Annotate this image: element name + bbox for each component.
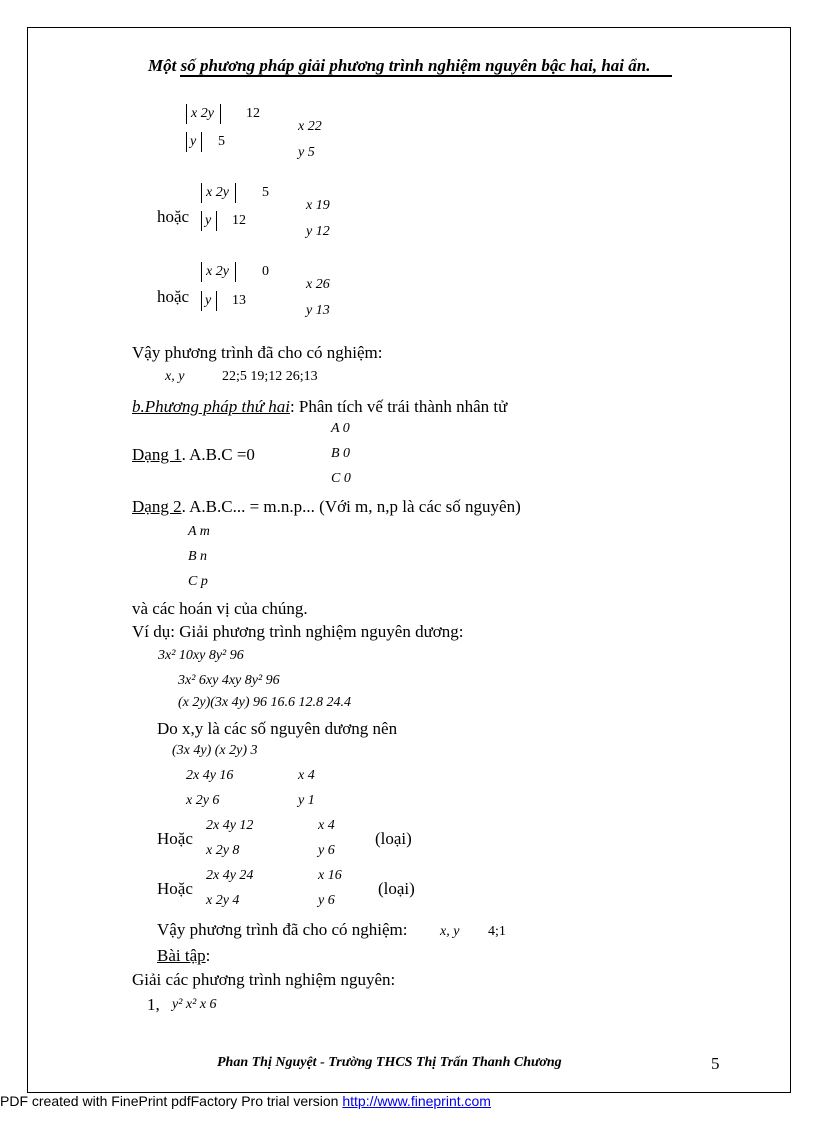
sys3-l2: x 2y 4 <box>206 893 240 908</box>
case1-rhs2: 5 <box>218 134 225 149</box>
pdf-note-text: PDF created with FinePrint pdfFactory Pro trial version <box>0 1093 343 1109</box>
method2-line <box>132 397 507 417</box>
case1-sol-y: y 5 <box>298 145 315 160</box>
abs-bar <box>235 262 236 282</box>
solution-1-val: 22;5 19;12 26;13 <box>222 369 318 384</box>
case2-sol-x: x 19 <box>306 198 330 213</box>
case3-rhs2: 13 <box>232 293 246 308</box>
exercise-colon: : <box>205 946 211 965</box>
case2-prefix: hoặc <box>157 207 190 226</box>
case3-sol-y: y 13 <box>306 303 330 318</box>
page-title: Một số phương pháp giải phương trình nghiệm nguyên bậc hai, hai ẩn. <box>148 56 651 75</box>
case3-rhs1: 0 <box>262 264 269 279</box>
exercise-1-num: 1, <box>147 995 160 1014</box>
page-frame <box>27 27 791 1093</box>
sys1-r2: y 1 <box>298 793 315 808</box>
solution-2-val: 4;1 <box>488 924 506 939</box>
dang2-line <box>132 497 521 517</box>
sys1-r1: x 4 <box>298 768 315 783</box>
case3-prefix: hoặc <box>157 287 190 306</box>
sys2-prefix: Hoặc <box>157 829 193 848</box>
eq-3: (x 2y)(3x 4y) 96 16.6 12.8 24.4 <box>178 695 352 710</box>
case1-sol-x: x 22 <box>298 119 322 134</box>
method2-label: b.Phương pháp thứ hai <box>132 397 290 416</box>
conclusion-1: Vậy phương trình đã cho có nghiệm: <box>132 343 383 362</box>
sys1-l2: x 2y 6 <box>186 793 220 808</box>
dang1-sys-b: B 0 <box>331 446 351 461</box>
exercise-1-eq: y² x² x 6 <box>172 997 217 1012</box>
title-underline <box>180 75 672 77</box>
exercise-label: Bài tập <box>157 946 206 965</box>
abs-bar <box>201 132 202 152</box>
case1-lhs1: x 2y <box>191 106 214 121</box>
abs-bar <box>201 291 202 311</box>
abs-bar <box>201 211 202 231</box>
page-footer: Phan Thị Nguyệt - Trường THCS Thị Trấn Thanh Chương <box>217 1055 562 1070</box>
sys2-l2: x 2y 8 <box>206 843 240 858</box>
dang2-sys-b: B n <box>188 549 208 564</box>
page-number: 5 <box>711 1054 720 1073</box>
eq-1: 3x² 10xy 8y² 96 <box>158 648 244 663</box>
abs-bar <box>216 291 217 311</box>
abs-bar <box>220 104 221 124</box>
fineprint-link[interactable]: http://www.fineprint.com <box>342 1093 491 1109</box>
sys2-r1: x 4 <box>318 818 335 833</box>
dang2-label: Dạng 2 <box>132 497 182 516</box>
exercise-text: Giải các phương trình nghiệm nguyên: <box>132 970 396 989</box>
method2-text: : Phân tích vế trái thành nhân tử <box>289 397 508 416</box>
dang1-sys-a: A 0 <box>331 421 350 436</box>
conclusion-2: Vậy phương trình đã cho có nghiệm: <box>157 920 408 939</box>
abs-bar <box>235 183 236 203</box>
dang1-label: Dạng 1 <box>132 445 182 464</box>
dang2-sys-c: C p <box>188 574 208 589</box>
solution-1-var: x, y <box>165 369 185 384</box>
case2-lhs1: x 2y <box>206 185 229 200</box>
abs-bar <box>216 211 217 231</box>
case2-rhs1: 5 <box>262 185 269 200</box>
sys3-prefix: Hoặc <box>157 879 193 898</box>
eq-4: (3x 4y) (x 2y) 3 <box>172 743 258 758</box>
sys3-r2: y 6 <box>318 893 335 908</box>
dang1-line <box>132 445 255 465</box>
case2-lhs2: y <box>205 213 212 228</box>
case2-sol-y: y 12 <box>306 224 330 239</box>
abs-bar <box>186 104 187 124</box>
dang1-text: . A.B.C =0 <box>181 445 255 464</box>
case3-sol-x: x 26 <box>306 277 330 292</box>
solution-2-var: x, y <box>440 924 460 939</box>
abs-bar <box>201 262 202 282</box>
exercise-heading <box>157 946 210 966</box>
sys2-l1: 2x 4y 12 <box>206 818 254 833</box>
case3-lhs2: y <box>205 293 212 308</box>
case2-rhs2: 12 <box>232 213 246 228</box>
pdf-creator-note <box>0 1093 491 1109</box>
sys1-l1: 2x 4y 16 <box>186 768 234 783</box>
case1-lhs2: y <box>190 134 197 149</box>
dang2-text: . A.B.C... = m.n.p... (Với m, n,p là các số nguyên) <box>181 497 521 516</box>
dang2-sys-a: A m <box>188 524 210 539</box>
sys3-r1: x 16 <box>318 868 342 883</box>
sys3-l1: 2x 4y 24 <box>206 868 254 883</box>
sys3-note: (loại) <box>378 879 415 898</box>
sys2-r2: y 6 <box>318 843 335 858</box>
eq-2: 3x² 6xy 4xy 8y² 96 <box>178 673 280 688</box>
case1-rhs1: 12 <box>246 106 260 121</box>
sys2-note: (loại) <box>375 829 412 848</box>
example-text: Ví dụ: Giải phương trình nghiệm nguyên dương: <box>132 622 464 641</box>
since-text: Do x,y là các số nguyên dương nên <box>157 719 398 738</box>
case3-lhs1: x 2y <box>206 264 229 279</box>
dang1-sys-c: C 0 <box>331 471 351 486</box>
abs-bar <box>201 183 202 203</box>
abs-bar <box>186 132 187 152</box>
permutation-text: và các hoán vị của chúng. <box>132 599 308 618</box>
